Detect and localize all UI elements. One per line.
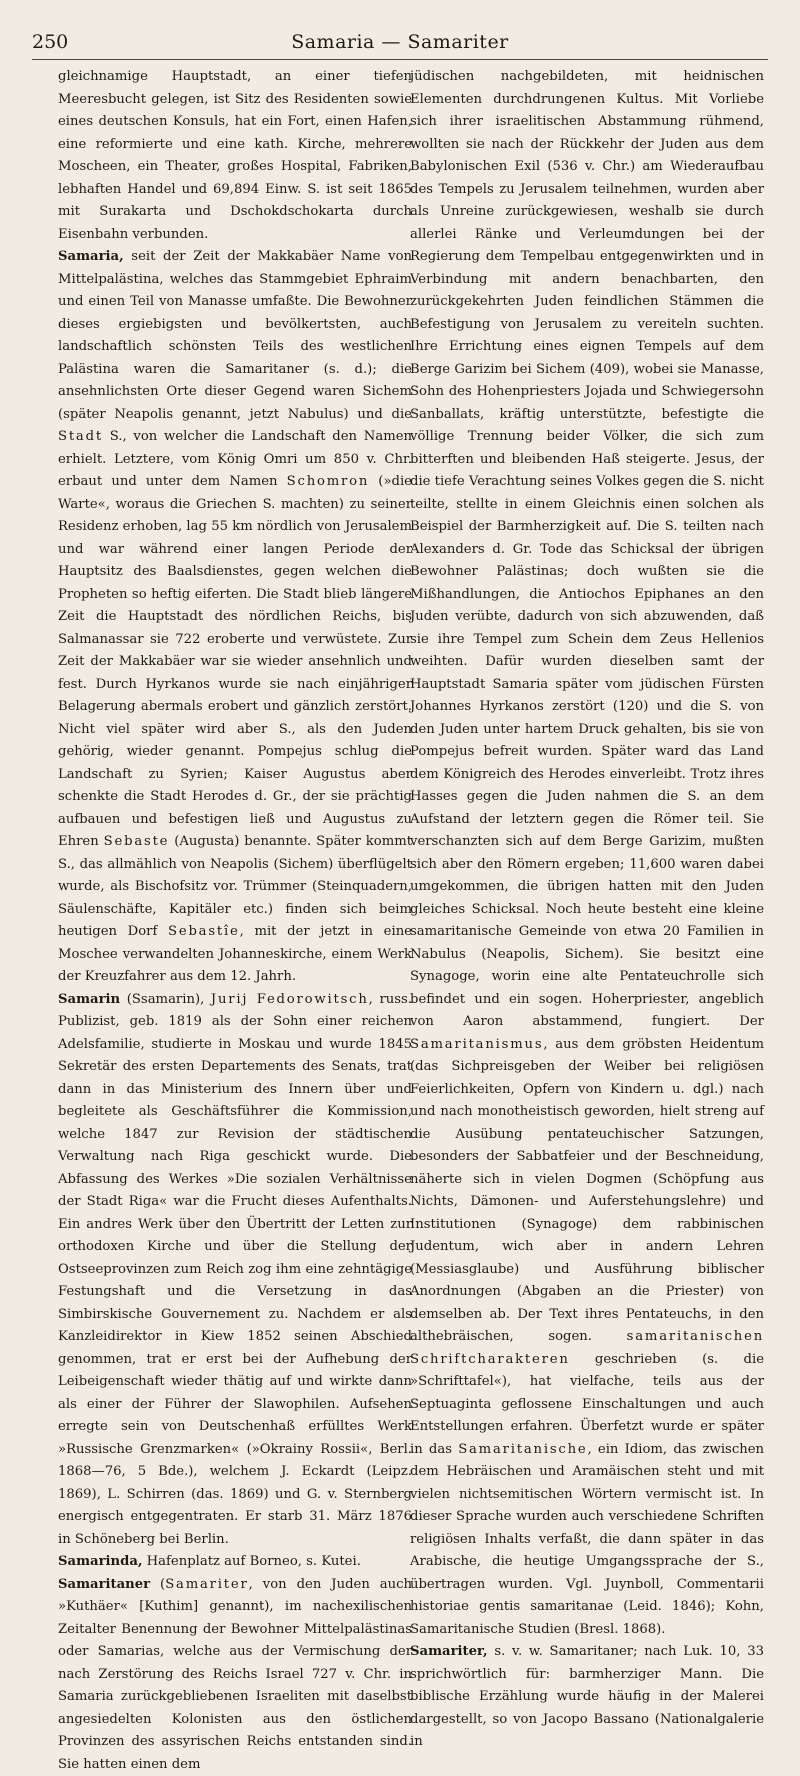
entry-text: , russ. Publizist, geb. 1819 als der Sohn einer reichen Adelsfamilie, studierte in Moskau und wurde 1845 Sekretär des ersten Departements des Senats, trat dann in das Ministerium des Innern über und begleitete als Geschäftsführer die Kommission, welche 1847 zur Revision der städtischen Verwaltung nach Riga geschickt wurde. Die Abfassung des Werkes »Die sozialen Verhältnisse der Stadt Riga« war die Frucht dieses Aufenthalts. Ein andres Werk über den Übertritt der Letten zur orthodoxen Kirche und über die Stellung der Ostseeprovinzen zum Reich zog ihm eine zehntägige Festungshaft und die Versetzung in das Simbirskische Gouvernement zu. Nachdem er als Kanzleidirektor in Kiew 1852 seinen Abschied genommen, trat er erst bei der Aufhebung der Leibeigenschaft wieder thätig auf und wirkte dann als einer der Führer der Slawophilen. Aufsehen erregte sein von Deutschenhaß erfülltes Werk »Russische Grenzmarken« (»Okrainy Rossii«, Berl. 1868—76, 5 Bde.), welchem J. Eckardt (Leipz. 1869), L. Schirren (das. 1869) und G. v. Sternberg energisch entgegentraten. Er starb 31. März 1876 in Schöneberg bei Berlin. (58, 992, 412, 1547)
entry-text: , aus dem gröbsten Heidentum (das Sichpreisgeben der Weiber bei religiösen Feierlichkeiten, Opfern von Kindern u. dgl.) nach und nach monotheistisch geworden, hielt streng auf die Ausübung pentateuchischer Satzungen, besonders der Sabbatfeier und der Beschneidung, näherte sich in vielen Dogmen (Schöpfung aus Nichts, Dämonen- und Auferstehungslehre) und Institutionen (Synagoge) dem rabbinischen Judentum, wich aber in andern Lehren (Messiasglaube) und Ausführung biblischer Anordnungen (Abgaben an die Priester) von demselben ab. Der Text ihres Pentateuchs, in den althebräischen, sogen. (410, 1037, 764, 1345)
spaced-term: Stadt (58, 429, 103, 444)
entry-text: Hafenplatz auf Borneo, s. Kutei. (142, 1554, 360, 1569)
entry-text: (Ssamarin), (120, 992, 211, 1007)
entry-text: geschrieben (s. die »Schrifttafel«), hat vielfache, teils aus der Septuaginta geflossene Einschaltungen und auch Entstellungen erfahren. Überfetzt wurde er später in das (410, 1352, 764, 1457)
running-head-title: Samaria — Samariter (32, 31, 768, 53)
entry-samarinda (58, 1551, 412, 1574)
entry-headword: Samaria, (58, 249, 124, 264)
right-column (410, 66, 764, 1754)
entry-headword: Samarinda, (58, 1554, 142, 1569)
entry-text: seit der Zeit der Makkabäer Name von Mittelpalästina, welches das Stammgebiet Ephraim und einen Teil von Manasse umfaßte. Die Bewohner dieses ergiebigsten und bevölkertsten, auch landschaftlich schönsten Teils des westlichen Palästina waren die Samaritaner (s. d.); die ansehnlichsten Orte dieser Gegend waren Sichem (später Neapolis genannt, jetzt Nabulus) und die (58, 249, 412, 422)
running-head (32, 27, 768, 60)
entry-text: , von den Juden auch »Kuthäer« [Kuthim] genannt), im nachexilischen Zeitalter Benennung der Bewohner Mittelpalästinas oder Samarias, welche aus der Vermischung der nach Zerstörung des Reichs Israel 727 v. Chr. in Samaria zurückgebliebenen Israeliten mit daselbst angesiedelten Kolonisten aus den östlichen Provinzen des assyrischen Reichs entstanden sind. Sie hatten einen dem (58, 1577, 412, 1772)
spaced-term: Samariter (165, 1577, 248, 1592)
entry-text: , ein Idiom, das zwischen dem Hebräischen und Aramäischen steht und mit vielen nichtsemitischen Wörtern vermischt ist. In dieser Sprache wurden auch verschiedene Schriften religiösen Inhalts verfaßt, die dann später in das Arabische, die heutige Umgangssprache der S., übertragen wurden. Vgl. Juynboll, Commentarii historiae gentis samaritanae (Leid. 1846); Kohn, Samaritanische Studien (Bresl. 1868). (410, 1442, 764, 1637)
entry-samariter (410, 1641, 764, 1754)
entry-text: (»die Warte«, woraus die Griechen S. machten) zu seiner Residenz erhoben, lag 55 km nördlich von Jerusalem und war während einer langen Periode der Hauptsitz des Baalsdienstes, gegen welchen die Propheten so heftig eiferten. Die Stadt blieb längere Zeit die Hauptstadt des nördlichen Reichs, bis Salmanassar sie 722 eroberte und verwüstete. Zur Zeit der Makkabäer war sie wieder ansehnlich und fest. Durch Hyrkanos wurde sie nach einjähriger Belagerung abermals erobert und gänzlich zerstört. Nicht viel später wird aber S., als den Juden gehörig, wieder genannt. Pompejus schlug die Landschaft zu Syrien; Kaiser Augustus aber schenkte die Stadt Herodes d. Gr., der sie prächtig aufbauen und befestigen ließ und Augustus zu Ehren (58, 474, 412, 849)
left-column (58, 66, 412, 1776)
entry-headword: Samarin (58, 992, 120, 1007)
entry-headword: Samaritaner (58, 1577, 150, 1592)
spaced-term: Sebaste (104, 834, 170, 849)
spaced-term: Schomron (287, 474, 370, 489)
spaced-term: Samaritanische (458, 1442, 587, 1457)
entry-continuation (58, 66, 412, 246)
spaced-term: samaritanischen Schriftcharakteren (410, 1329, 764, 1367)
page-number: 250 (32, 31, 68, 53)
entry-headword: Samariter, (410, 1644, 488, 1659)
entry-text: , mit der jetzt in eine Moschee verwandelten Johanneskirche, einem Werk der Kreuzfahrer aus dem 12. Jahrh. (58, 924, 412, 984)
entry-text: ( (150, 1577, 165, 1592)
entry-text: jüdischen nachgebildeten, mit heidnischen Elementen durchdrungenen Kultus. Mit Vorliebe sich ihrer israelitischen Abstammung rühmend, wollten sie nach der Rückkehr der Juden aus dem Babylonischen Exil (536 v. Chr.) am Wiederaufbau des Tempels zu Jerusalem teilnehmen, wurden aber als Unreine zurückgewiesen, weshalb sie durch allerlei Ränke und Verleumdungen bei der Regierung dem Tempelbau entgegenwirkten und in Verbindung mit andern benachbarten, den zurückgekehrten Juden feindlichen Stämmen die Befestigung von Jerusalem zu vereiteln suchten. Ihre Errichtung eines eignen Tempels auf dem Berge Garizim bei Sichem (409), wobei sie Manasse, Sohn des Hohenpriesters Jojada und Schwiegersohn Sanballats, kräftig unterstützte, befestigte die völlige Trennung beider Völker, die sich zum bitterften und bleibenden Haß steigerte. Jesus, der die tiefe Verachtung seines Volkes gegen die S. nicht teilte, stellte in einem Gleichnis einen solchen als Beispiel der Barmherzigkeit auf. Die S. teilten nach Alexanders d. Gr. Tode das Schicksal der übrigen Bewohner Palästinas; doch wußten sie die Mißhandlungen, die Antiochos Epiphanes an den Juden verübte, dadurch von sich abzuwenden, daß sie ihre Tempel zum Schein dem Zeus Hellenios weihten. Dafür wurden dieselben samt der Hauptstadt Samaria später vom jüdischen Fürsten Johannes Hyrkanos zerstört (120) und die S. von den Juden unter hartem Druck gehalten, bis sie von Pompejus befreit wurden. Später ward das Land dem Königreich des Herodes einverleibt. Trotz ihres Hasses gegen die Juden nahmen die S. an dem Aufstand der letztern gegen die Römer teil. Sie verschanzten sich auf dem Berge Garizim, mußten sich aber den Römern ergeben; 11,600 waren dabei umgekommen, die übrigen hatten mit den Juden gleiches Schicksal. Noch heute besteht eine kleine samaritanische Gemeinde von etwa 20 Familien in Nabulus (Neapolis, Sichem). Sie besitzt eine Synagoge, worin eine alte Pentateuchrolle sich befindet und ein sogen. Hoherpriester, angeblich von Aaron abstammend, fungiert. Der (410, 69, 764, 1029)
entry-samaritaner-continued (410, 66, 764, 1641)
entry-samaria (58, 246, 412, 989)
entry-continuation-text: gleichnamige Hauptstadt, an einer tiefen Meeresbucht gelegen, ist Sitz des Residenten sowie eines deutschen Konsuls, hat ein Fort, einen Hafen, eine reformierte und eine kath. Kirche, mehrere Moscheen, ein Theater, großes Hospital, Fabriken, lebhaften Handel und 69,894 Einw. S. ist seit 1865 mit Surakarta und Dschokdschokarta durch Eisenbahn verbunden. (58, 69, 412, 242)
entry-text: (Augusta) benannte. Später kommt S., das allmählich von Neapolis (Sichem) überflügelt wurde, als Bischofsitz vor. Trümmer (Steinquadern, Säulenschäfte, Kapitäler etc.) finden sich beim heutigen Dorf (58, 834, 412, 939)
entry-text: S., von welcher die Landschaft den Namen erhielt. Letztere, vom König Omri um 850 v. Chr. erbaut und unter dem Namen (58, 429, 412, 489)
entry-samaritaner (58, 1574, 412, 1776)
entry-text: s. v. w. Samaritaner; nach Luk. 10, 33 sprichwörtlich für: barmherziger Mann. Die biblische Erzählung wurde häufig in der Malerei dargestellt, so von Jacopo Bassano (Nationalgalerie in (410, 1644, 764, 1749)
spaced-term: Samaritanismus (410, 1037, 543, 1052)
entry-samarin (58, 989, 412, 1552)
spaced-term: Sebastîe (168, 924, 240, 939)
spaced-term: Jurij Fedorowitsch (211, 992, 369, 1007)
